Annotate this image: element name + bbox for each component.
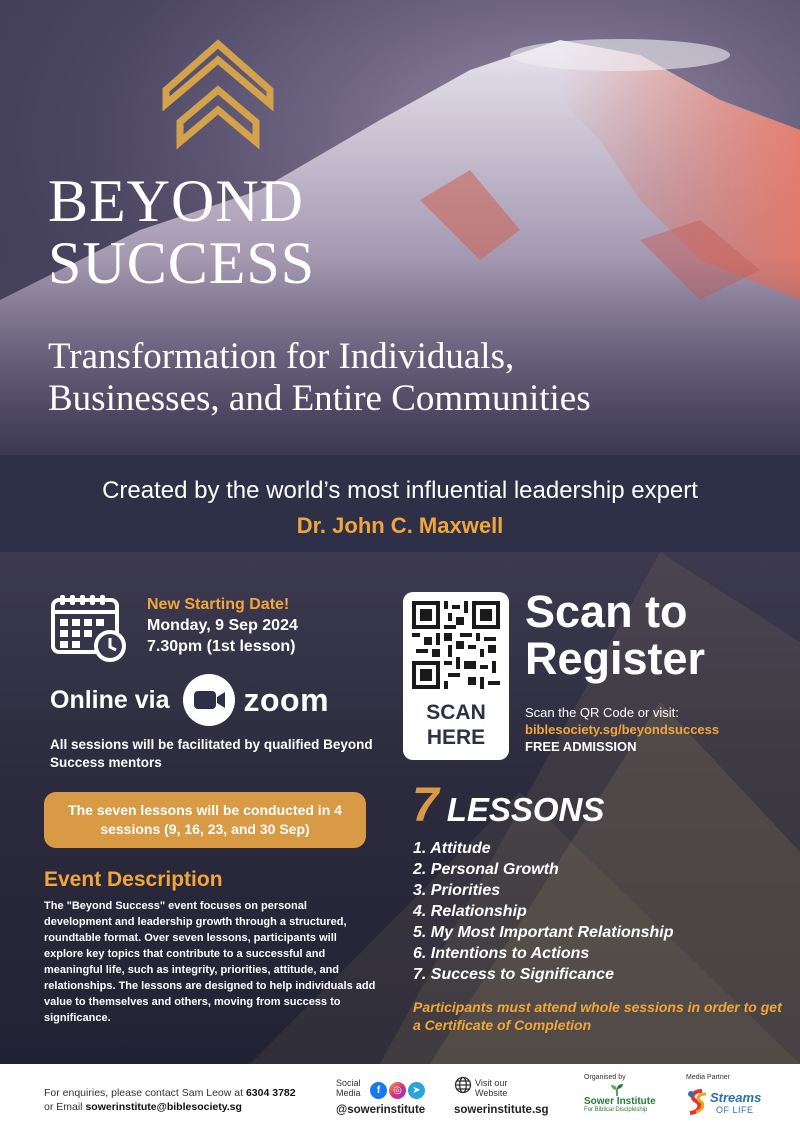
footer <box>0 1064 800 1132</box>
globe-icon <box>454 1076 472 1094</box>
lessons-count: 7 <box>412 779 439 832</box>
scan-caption-line-2: HERE <box>426 726 486 749</box>
author-band <box>0 455 800 552</box>
website-link[interactable]: sowerinstitute.sg <box>454 1104 549 1116</box>
event-description-heading: Event Description <box>44 868 223 891</box>
online-zoom-row <box>50 674 329 726</box>
certificate-note: Participants must attend whole sessions in order to get a Certificate of Completion <box>413 999 782 1033</box>
media-partner-subtitle: OF LIFE <box>716 1105 754 1115</box>
lessons-heading <box>412 778 604 833</box>
social-handle[interactable]: @sowerinstitute <box>336 1104 426 1116</box>
social-media-block <box>336 1078 426 1116</box>
social-label-line-2: Media <box>336 1088 361 1098</box>
qr-card[interactable] <box>403 592 509 760</box>
social-label-line-1: Social <box>336 1078 361 1088</box>
register-link[interactable]: biblesociety.sg/beyondsuccess <box>525 722 720 737</box>
organised-by-label: Organised by <box>584 1074 626 1081</box>
register-heading-line-2: Register <box>525 633 706 684</box>
enquiry-info <box>44 1086 296 1114</box>
organiser-subtitle: For Biblical Discipleship <box>584 1107 648 1113</box>
lesson-item: 7. Success to Significance <box>413 966 614 983</box>
organiser-name: Sower Institute <box>584 1096 656 1107</box>
streams-logo-icon <box>686 1088 710 1116</box>
start-date: Monday, 9 Sep 2024 <box>147 617 298 634</box>
zoom-camera-icon <box>183 674 235 726</box>
enquiry-phone-line <box>44 1086 296 1100</box>
lessons-word: LESSONS <box>446 791 605 828</box>
social-icons <box>370 1082 427 1099</box>
website-label <box>475 1078 507 1098</box>
email-prefix: or Email <box>44 1101 86 1113</box>
title-line-2: SUCCESS <box>48 230 316 296</box>
new-date-notice: New Starting Date! <box>147 596 290 613</box>
media-partner-label: Media Partner <box>686 1074 730 1081</box>
event-title <box>48 170 468 294</box>
hero-section <box>0 0 800 455</box>
facilitation-note: All sessions will be facilitated by qualified Beyond Success mentors <box>50 737 373 770</box>
subtitle-line-2: Businesses, and Entire Communities <box>48 378 591 419</box>
lesson-item: 2. Personal Growth <box>413 861 559 878</box>
social-label <box>336 1078 361 1098</box>
sower-leaf-icon <box>610 1084 624 1096</box>
lesson-item: 1. Attitude <box>413 840 491 857</box>
instagram-icon[interactable]: ◎ <box>389 1082 406 1099</box>
zoom-wordmark: zoom <box>243 681 330 718</box>
enquiry-prefix: For enquiries, please contact Sam Leow at <box>44 1087 246 1099</box>
scan-caption-line-1: SCAN <box>426 701 486 724</box>
calendar-clock-icon <box>50 592 128 662</box>
lesson-list <box>413 838 673 985</box>
telegram-icon[interactable]: ➤ <box>408 1082 425 1099</box>
online-label: Online via <box>50 685 170 714</box>
free-admission-label: FREE ADMISSION <box>525 739 637 754</box>
media-partner-block <box>686 1074 762 1115</box>
website-label-line-2: Website <box>475 1088 508 1098</box>
scan-here-caption <box>403 700 509 750</box>
enquiry-email[interactable]: sowerinstitute@biblesociety.sg <box>85 1101 242 1113</box>
subtitle-line-1: Transformation for Individuals, <box>48 336 515 377</box>
author-tagline: Created by the world’s most influential leadership expert <box>102 477 698 504</box>
qr-code-icon[interactable] <box>412 601 500 689</box>
logo-chevrons-icon <box>160 38 276 150</box>
lesson-item: 6. Intentions to Actions <box>413 945 590 962</box>
website-block <box>454 1076 549 1116</box>
enquiry-email-line <box>44 1100 296 1114</box>
register-info <box>525 704 719 755</box>
author-name: Dr. John C. Maxwell <box>296 513 504 538</box>
start-time: 7.30pm (1st lesson) <box>147 638 296 655</box>
register-heading-line-1: Scan to <box>525 586 688 637</box>
lesson-item: 5. My Most Important Relationship <box>413 924 674 941</box>
organiser-block <box>584 1074 656 1113</box>
title-line-1: BEYOND <box>48 168 304 234</box>
sessions-note-pill: The seven lessons will be conducted in 4 sessions (9, 16, 23, and 30 Sep) <box>44 792 366 848</box>
event-description-body: The "Beyond Success" event focuses on personal development and leadership growth through a structured, roundtable format. Over seven lessons, participants will explore key topics that contribute to a successful and meaningful life, such as integrity, priorities, attitude, and relationships. The lessons are designed to help individuals add value to themselves and others, moving from success to significance. <box>44 900 376 1024</box>
lesson-item: 4. Relationship <box>413 903 527 920</box>
media-partner-name: Streams <box>710 1090 762 1105</box>
facebook-icon[interactable]: f <box>370 1082 387 1099</box>
lesson-item: 3. Priorities <box>413 882 501 899</box>
event-subtitle <box>48 336 788 420</box>
website-label-line-1: Visit our <box>475 1078 508 1088</box>
enquiry-phone[interactable]: 6304 3782 <box>245 1087 296 1099</box>
date-block <box>147 594 298 657</box>
register-instruction: Scan the QR Code or visit: <box>525 705 679 720</box>
register-heading <box>525 588 705 682</box>
details-section <box>0 552 800 1064</box>
